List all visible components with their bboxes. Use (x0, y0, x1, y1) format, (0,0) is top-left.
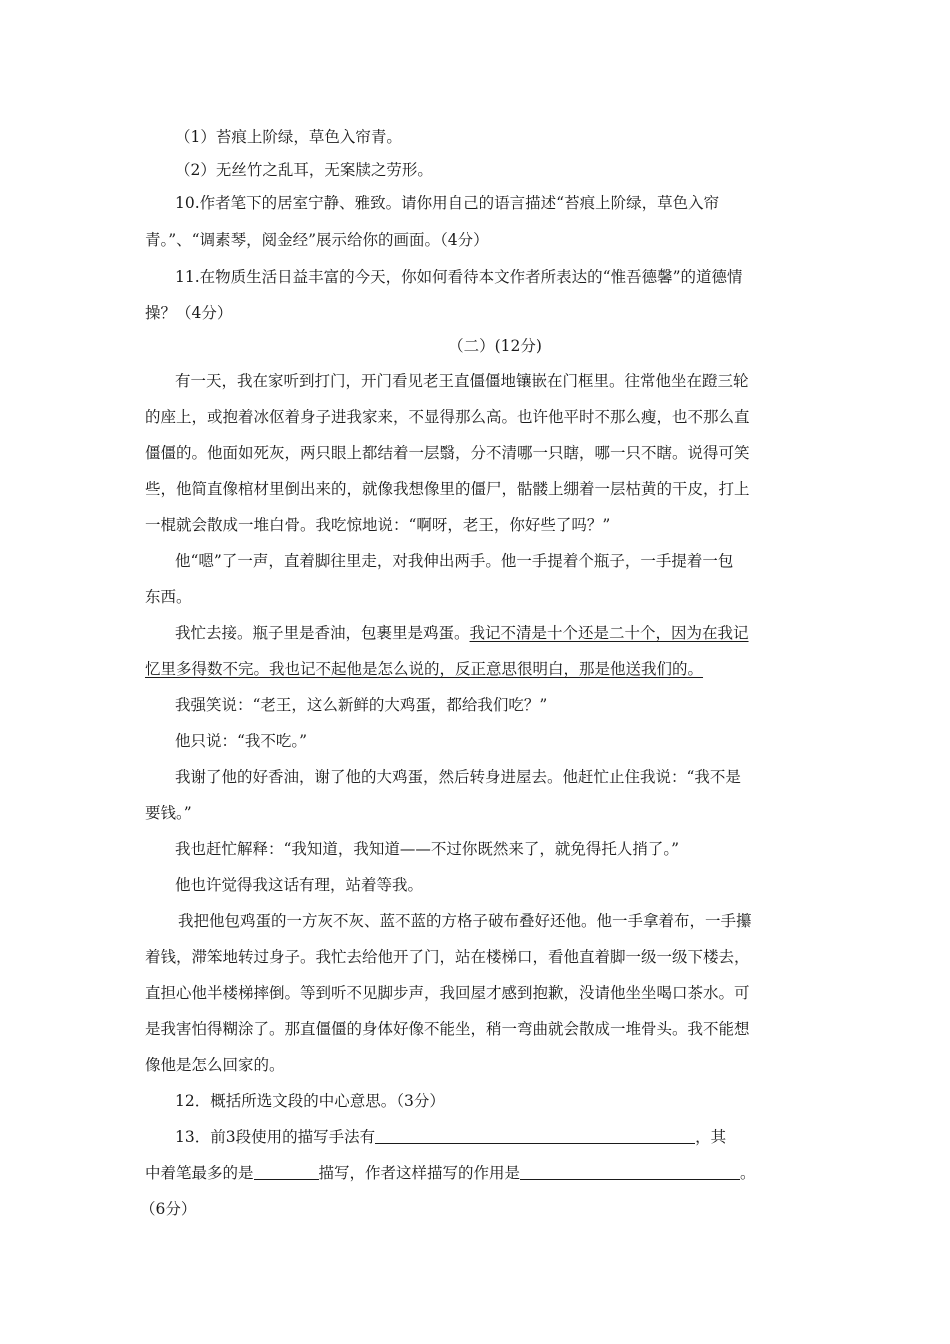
passage-line: 他“嗯”了一声，直着脚往里走，对我伸出两手。他一手提着个瓶子，一手提着一包 (175, 552, 734, 570)
question-13-text-2: ，其 (695, 1128, 727, 1146)
passage-line: 僵僵的。他面如死灰，两只眼上都结着一层翳，分不清哪一只瞎，哪一只不瞎。说得可笑 (145, 444, 750, 462)
passage-line: 我也赶忙解释：“我知道，我知道——不过你既然来了，就免得托人捎了。” (175, 840, 680, 858)
question-10-cont: 青。”、“调素琴，阅金经”展示给你的画面。（4分） (145, 231, 489, 249)
section-heading: （二）(12分) (448, 337, 542, 355)
answer-blank-3[interactable] (520, 1163, 740, 1180)
passage-line: 些，他简直像棺材里倒出来的，就像我想像里的僵尸，骷髅上绷着一层枯黄的干皮，打上 (145, 480, 750, 498)
question-13 (175, 1127, 835, 1147)
passage-line: 东西。 (145, 588, 192, 606)
underlined-text: 我记不清是十个还是二十个，因为在我记 (469, 624, 749, 642)
underlined-text: 忆里多得数不完。我也记不起他是怎么说的，反正意思很明白，那是他送我们的。 (145, 660, 704, 678)
passage-line: 直担心他半楼梯摔倒。等到听不见脚步声，我回屋才感到抱歉，没请他坐坐喝口茶水。可 (145, 984, 750, 1002)
passage-line: 一棍就会散成一堆白骨。我吃惊地说：“啊呀，老王，你好些了吗？” (145, 516, 611, 534)
passage-line: 像他是怎么回家的。 (145, 1056, 285, 1074)
answer-blank-2[interactable] (254, 1163, 319, 1180)
question-13-text-5: 。 (740, 1164, 756, 1182)
question-12: 12．概括所选文段的中心意思。（3分） (175, 1092, 445, 1110)
passage-line: 是我害怕得糊涂了。那直僵僵的身体好像不能坐，稍一弯曲就会散成一堆骨头。我不能想 (145, 1020, 750, 1038)
question-11: 11.在物质生活日益丰富的今天，你如何看待本文作者所表达的“惟吾德馨”的道德情 (175, 268, 743, 286)
answer-blank-1[interactable] (375, 1127, 695, 1144)
question-13-score: （6分） (140, 1200, 197, 1218)
passage-line: 他也许觉得我这话有理，站着等我。 (175, 876, 424, 894)
quote-line-1: （1）苔痕上阶绿，草色入帘青。 (175, 128, 402, 146)
question-13-text-4: 描写，作者这样描写的作用是 (318, 1164, 521, 1182)
passage-line: 我谢了他的好香油，谢了他的大鸡蛋，然后转身进屋去。他赶忙止住我说：“我不是 (175, 768, 741, 786)
passage-line: 要钱。” (145, 804, 192, 822)
quote-line-2: （2）无丝竹之乱耳，无案牍之劳形。 (175, 161, 433, 179)
passage-line: 着钱，滞笨地转过身子。我忙去给他开了门，站在楼梯口，看他直着脚一级一级下楼去， (145, 948, 750, 966)
passage-line: 有一天，我在家听到打门，开门看见老王直僵僵地镶嵌在门框里。往常他坐在蹬三轮 (175, 372, 749, 390)
question-10: 10.作者笔下的居室宁静、雅致。请你用自己的语言描述“苔痕上阶绿，草色入帘 (175, 194, 720, 212)
passage-line: 我强笑说：“老王，这么新鲜的大鸡蛋，都给我们吃？” (175, 696, 548, 714)
passage-line: 的座上，或抱着冰伛着身子进我家来，不显得那么高。也许他平时不那么瘦，也不那么直 (145, 408, 750, 426)
passage-line-underlined (175, 623, 835, 643)
question-13-text: 13．前3段使用的描写手法有 (175, 1128, 376, 1146)
question-13-text-3: 中着笔最多的是 (145, 1164, 254, 1182)
question-13-cont (145, 1163, 805, 1183)
plain-text: 我忙去接。瓶子里是香油，包裹里是鸡蛋。 (175, 624, 470, 642)
passage-line: 我把他包鸡蛋的一方灰不灰、蓝不蓝的方格子破布叠好还他。他一手拿着布，一手攥 (178, 912, 752, 930)
question-11-cont: 操？（4分） (145, 304, 233, 322)
passage-line: 他只说：“我不吃。” (175, 732, 308, 750)
